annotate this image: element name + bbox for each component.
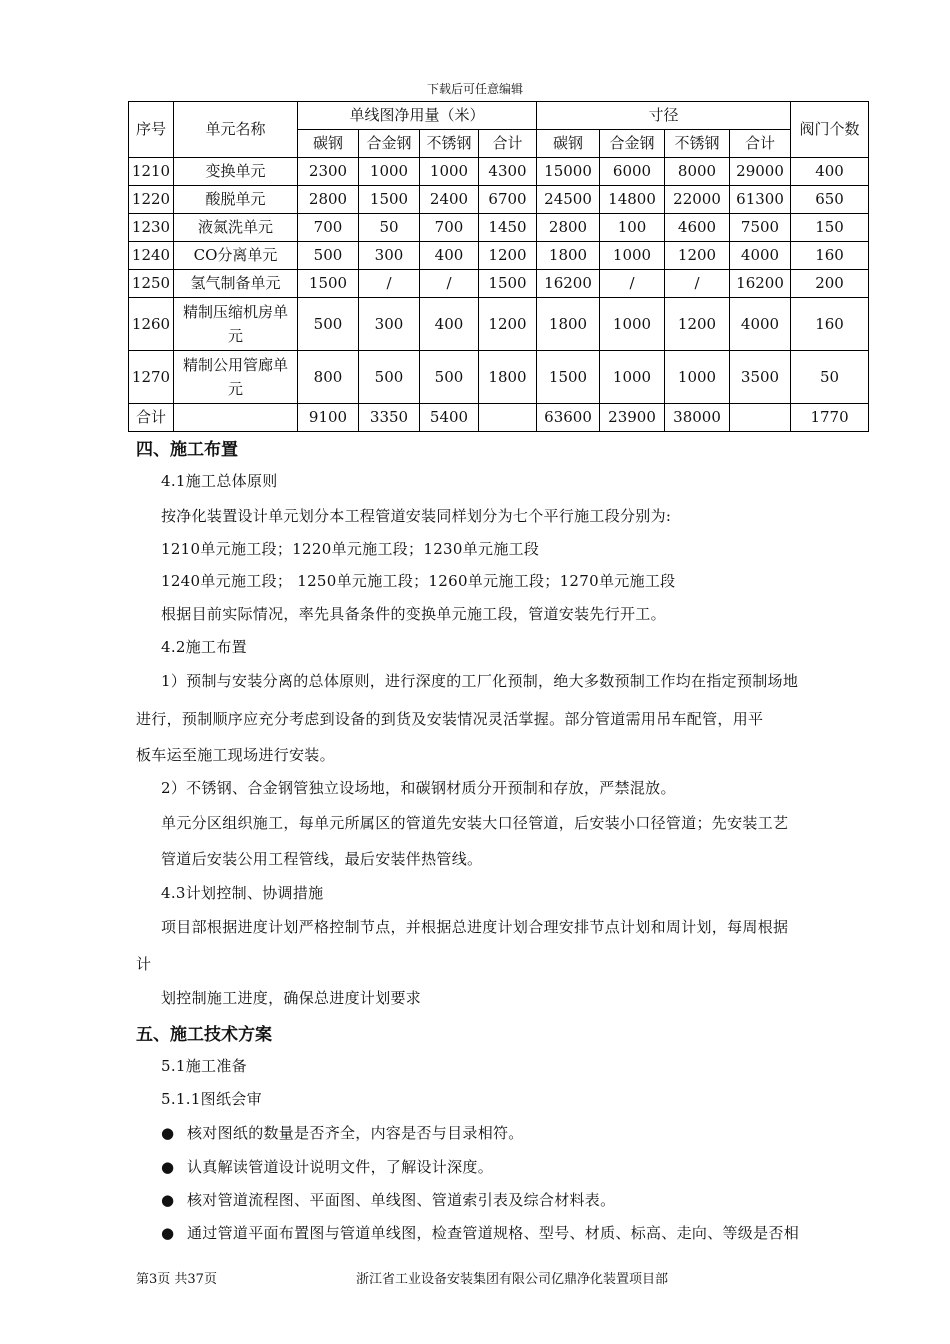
cell: 精制公用管廊单元 — [174, 351, 298, 404]
table-row — [129, 270, 869, 298]
bullet-item — [161, 1189, 615, 1210]
sub-header: 碳钢 — [298, 130, 359, 158]
cell: 160 — [791, 298, 869, 351]
sub-header: 不锈钢 — [665, 130, 730, 158]
cell: 3350 — [359, 404, 420, 432]
cell: 1270 — [129, 351, 174, 404]
cell: 100 — [600, 214, 665, 242]
cell: / — [359, 270, 420, 298]
cell: 液氮洗单元 — [174, 214, 298, 242]
sub-header: 合计 — [479, 130, 537, 158]
cell: 650 — [791, 186, 869, 214]
page-number: 第3页 共37页 — [136, 1272, 217, 1287]
cell — [730, 404, 791, 432]
bullet-text: 认真解读管道设计说明文件，了解设计深度。 — [187, 1158, 494, 1176]
cell: 酸脱单元 — [174, 186, 298, 214]
paragraph: 板车运至施工现场进行安装。 — [136, 746, 335, 764]
cell: 23900 — [600, 404, 665, 432]
cell — [174, 404, 298, 432]
paragraph: 计 — [136, 955, 152, 973]
subsection-4-1: 4.1施工总体原则 — [161, 472, 278, 490]
paragraph: 单元分区组织施工，每单元所属区的管道先安装大口径管道，后安装小口径管道；先安装工艺 — [161, 814, 789, 832]
col-unit-header: 单元名称 — [174, 102, 298, 158]
cell: 700 — [420, 214, 479, 242]
cell: / — [420, 270, 479, 298]
table-row — [129, 242, 869, 270]
cell: 1210 — [129, 158, 174, 186]
cell: 14800 — [600, 186, 665, 214]
cell: 400 — [791, 158, 869, 186]
cell: 8000 — [665, 158, 730, 186]
cell: 1000 — [665, 351, 730, 404]
bullet-item — [161, 1122, 524, 1143]
table-row — [129, 186, 869, 214]
section-5-title: 五、施工技术方案 — [136, 1025, 272, 1045]
cell: 7500 — [730, 214, 791, 242]
bullet-icon: ● — [161, 1124, 175, 1142]
cell: 1800 — [479, 351, 537, 404]
paragraph: 进行，预制顺序应充分考虑到设备的到货及安装情况灵活掌握。部分管道需用吊车配管，用平 — [136, 710, 764, 728]
bullet-text: 核对管道流程图、平面图、单线图、管道索引表及综合材料表。 — [187, 1191, 616, 1209]
length-group-header: 单线图净用量（米） — [298, 102, 537, 130]
cell: 800 — [298, 351, 359, 404]
cell: 2800 — [298, 186, 359, 214]
cell: CO分离单元 — [174, 242, 298, 270]
cell: 1000 — [600, 298, 665, 351]
footer-organization: 浙江省工业设备安装集团有限公司亿鼎净化装置项目部 — [356, 1272, 669, 1287]
cell: 2300 — [298, 158, 359, 186]
subsection-4-3: 4.3计划控制、协调措施 — [161, 884, 324, 902]
cell: 变换单元 — [174, 158, 298, 186]
cell: 1450 — [479, 214, 537, 242]
bullet-text: 核对图纸的数量是否齐全，内容是否与目录相符。 — [187, 1124, 524, 1142]
cell: 22000 — [665, 186, 730, 214]
table-row — [129, 214, 869, 242]
paragraph: 管道后安装公用工程管线，最后安装伴热管线。 — [161, 850, 483, 868]
bullet-item — [161, 1156, 493, 1177]
bullet-item — [161, 1222, 799, 1243]
bullet-icon: ● — [161, 1191, 175, 1209]
cell: 300 — [359, 298, 420, 351]
cell: 150 — [791, 214, 869, 242]
cell: 1000 — [600, 351, 665, 404]
cell: 400 — [420, 298, 479, 351]
cell — [479, 404, 537, 432]
sub-header: 合金钢 — [359, 130, 420, 158]
bullet-icon: ● — [161, 1158, 175, 1176]
cell: 氢气制备单元 — [174, 270, 298, 298]
pipe-quantity-table — [128, 101, 869, 432]
paragraph: 项目部根据进度计划严格控制节点，并根据总进度计划合理安排节点计划和周计划，每周根据 — [161, 918, 789, 936]
col-valves-header: 阀门个数 — [791, 102, 869, 158]
paragraph: 2）不锈钢、合金钢管独立设场地，和碳钢材质分开预制和存放，严禁混放。 — [161, 779, 676, 797]
download-note: 下载后可任意编辑 — [426, 82, 523, 96]
cell: 16200 — [537, 270, 600, 298]
cell: 29000 — [730, 158, 791, 186]
cell: 1220 — [129, 186, 174, 214]
cell: 1260 — [129, 298, 174, 351]
cell: 1250 — [129, 270, 174, 298]
cell: 4600 — [665, 214, 730, 242]
cell: 6000 — [600, 158, 665, 186]
cell: 合计 — [129, 404, 174, 432]
cell: 精制压缩机房单元 — [174, 298, 298, 351]
cell: 1200 — [479, 298, 537, 351]
table-row — [129, 298, 869, 351]
cell: / — [600, 270, 665, 298]
cell: 2800 — [537, 214, 600, 242]
cell: 1770 — [791, 404, 869, 432]
sub-header: 合计 — [730, 130, 791, 158]
paragraph: 1240单元施工段； 1250单元施工段；1260单元施工段；1270单元施工段 — [161, 572, 676, 590]
cell: 160 — [791, 242, 869, 270]
cell: 5400 — [420, 404, 479, 432]
table-row — [129, 158, 869, 186]
paragraph: 根据目前实际情况，率先具备条件的变换单元施工段，管道安装先行开工。 — [161, 605, 666, 623]
table-row — [129, 351, 869, 404]
cell: 1240 — [129, 242, 174, 270]
cell: 15000 — [537, 158, 600, 186]
cell: 9100 — [298, 404, 359, 432]
paragraph: 按净化装置设计单元划分本工程管道安装同样划分为七个平行施工段分别为: — [161, 507, 672, 525]
cell: 500 — [420, 351, 479, 404]
cell: 1200 — [665, 242, 730, 270]
cell: 4000 — [730, 298, 791, 351]
size-group-header: 寸径 — [537, 102, 791, 130]
subsection-5-1-1: 5.1.1图纸会审 — [161, 1090, 262, 1108]
cell: 50 — [359, 214, 420, 242]
section-4-title: 四、施工布置 — [136, 440, 238, 460]
paragraph: 1210单元施工段；1220单元施工段；1230单元施工段 — [161, 540, 540, 558]
cell: / — [665, 270, 730, 298]
cell: 38000 — [665, 404, 730, 432]
col-seq-header: 序号 — [129, 102, 174, 158]
cell: 500 — [359, 351, 420, 404]
cell: 4000 — [730, 242, 791, 270]
bullet-text: 通过管道平面布置图与管道单线图，检查管道规格、型号、材质、标高、走向、等级是否相 — [187, 1224, 800, 1242]
cell: 300 — [359, 242, 420, 270]
cell: 400 — [420, 242, 479, 270]
paragraph: 划控制施工进度，确保总进度计划要求 — [161, 989, 422, 1007]
cell: 1800 — [537, 298, 600, 351]
cell: 1500 — [479, 270, 537, 298]
sub-header: 碳钢 — [537, 130, 600, 158]
cell: 500 — [298, 242, 359, 270]
cell: 6700 — [479, 186, 537, 214]
cell: 16200 — [730, 270, 791, 298]
cell: 1000 — [359, 158, 420, 186]
table-row-total — [129, 404, 869, 432]
cell: 200 — [791, 270, 869, 298]
cell: 1500 — [537, 351, 600, 404]
cell: 1230 — [129, 214, 174, 242]
cell: 700 — [298, 214, 359, 242]
subsection-5-1: 5.1施工准备 — [161, 1057, 247, 1075]
cell: 1200 — [665, 298, 730, 351]
bullet-icon: ● — [161, 1224, 175, 1242]
cell: 1800 — [537, 242, 600, 270]
cell: 1000 — [420, 158, 479, 186]
cell: 50 — [791, 351, 869, 404]
cell: 1500 — [359, 186, 420, 214]
cell: 2400 — [420, 186, 479, 214]
cell: 500 — [298, 298, 359, 351]
subsection-4-2: 4.2施工布置 — [161, 638, 247, 656]
paragraph: 1）预制与安装分离的总体原则，进行深度的工厂化预制，绝大多数预制工作均在指定预制场地 — [161, 672, 799, 690]
cell: 63600 — [537, 404, 600, 432]
cell: 1500 — [298, 270, 359, 298]
cell: 61300 — [730, 186, 791, 214]
sub-header: 不锈钢 — [420, 130, 479, 158]
cell: 4300 — [479, 158, 537, 186]
sub-header: 合金钢 — [600, 130, 665, 158]
cell: 1200 — [479, 242, 537, 270]
cell: 24500 — [537, 186, 600, 214]
cell: 1000 — [600, 242, 665, 270]
cell: 3500 — [730, 351, 791, 404]
